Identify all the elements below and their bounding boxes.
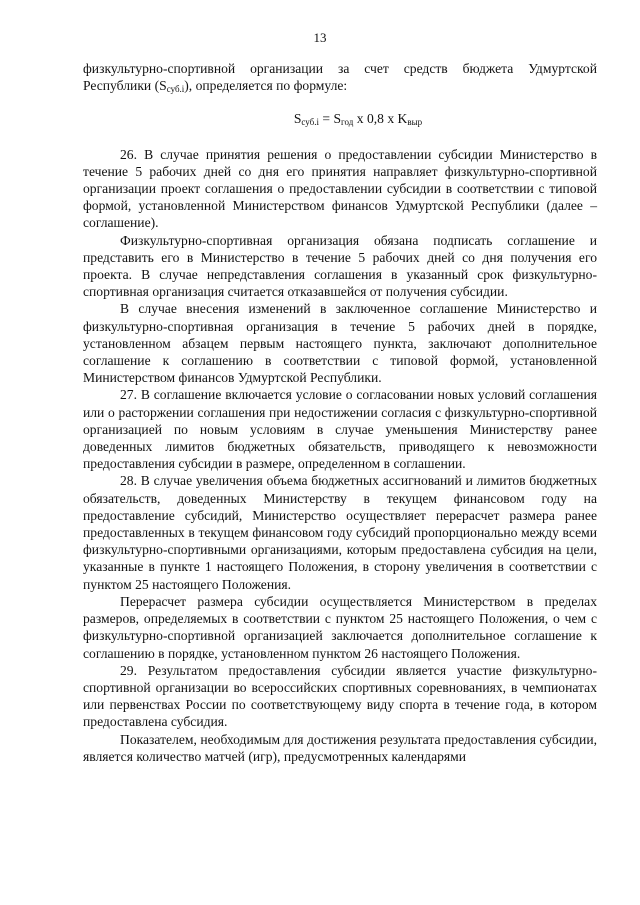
formula bbox=[119, 110, 597, 127]
intro-text-b: ), определяется по формуле: bbox=[184, 78, 348, 94]
document-body bbox=[83, 60, 597, 765]
paragraph-26: 26. В случае принятия решения о предоставлении субсидии Министерство в течение 5 рабочих дней со дня его принятия направляет физкультурно-спортивной организации проект соглашения о предоставлении субсидии в соответствии с типовой формой, установленной Министерством финансов Удмуртской Республики (далее – соглашение). bbox=[83, 146, 597, 231]
paragraph-29: 29. Результатом предоставления субсидии является участие физкультурно-спортивной организации во всероссийских спортивных соревнованиях, в чемпионатах или первенствах России по соответствующему виду спорта в течение года, в котором предоставлена субсидия. bbox=[83, 662, 597, 730]
intro-text-a: физкультурно-спортивной организации за счет средств бюджета Удмуртской Республики (S bbox=[83, 61, 597, 94]
page-number: 13 bbox=[313, 30, 327, 45]
formula-eq: = S bbox=[319, 111, 342, 127]
paragraph-27: 27. В соглашение включается условие о согласовании новых условий соглашения или о расторжении соглашения при недостижении согласия с физкультурно-спортивной организацией по новым условиям в случае уменьшения Министерству ранее доведенных лимитов бюджетных обязательств, приводящего к невозможности предоставления субсидии в размере, определенном в соглашении. bbox=[83, 387, 597, 472]
paragraph-26-amendments: В случае внесения изменений в заключенное соглашение Министерство и физкультурно-спортивная организация в течение 5 рабочих дней в порядке, установленном абзацем первым настоящего пункта, заключают дополнительное соглашение к соглашению в соответствии с типовой формой, установленной Министерством финансов Удмуртской Республики. bbox=[83, 301, 597, 386]
formula-sub-left: суб.i bbox=[301, 117, 320, 128]
formula-mid: x 0,8 x K bbox=[353, 111, 408, 127]
formula-s: S bbox=[293, 111, 302, 127]
formula-sub-god: год bbox=[341, 117, 354, 128]
paragraph-26-signing: Физкультурно-спортивная организация обязана подписать соглашение и представить его в Министерство в течение 5 рабочих дней со дня получения его проекта. В случае непредставления соглашения в указанный срок физкультурно-спортивная организация считается отказавшейся от получения субсидии. bbox=[83, 232, 597, 300]
paragraph-29-indicator: Показателем, необходимым для достижения результата предоставления субсидии, является количество матчей (игр), предусмотренных календарями bbox=[83, 731, 597, 764]
formula-sub-vyr: выр bbox=[407, 117, 423, 128]
paragraph-28-recalculation: Перерасчет размера субсидии осуществляется Министерством в пределах размеров, определяемых в соответствии с пунктом 25 настоящего Положения, о чем с физкультурно-спортивной организацией заключается дополнительное соглашение к соглашению в порядке, установленном пунктом 26 настоящего Положения. bbox=[83, 593, 597, 661]
paragraph-28: 28. В случае увеличения объема бюджетных ассигнований и лимитов бюджетных обязательств, доведенных Министерству в текущем финансовом году на предоставление субсидий, Министерство осуществляет перерасчет размера ранее предоставленных в текущем финансовом году субсидий пропорционально между всеми физкультурно-спортивными организациями, которым предоставлена субсидия на цели, указанные в пункте 1 настоящего Положения, в сторону увеличения в соответствии с пунктом 25 настоящего Положения. bbox=[83, 473, 597, 592]
intro-paragraph bbox=[83, 60, 597, 94]
intro-subscript: суб.i bbox=[166, 84, 185, 95]
